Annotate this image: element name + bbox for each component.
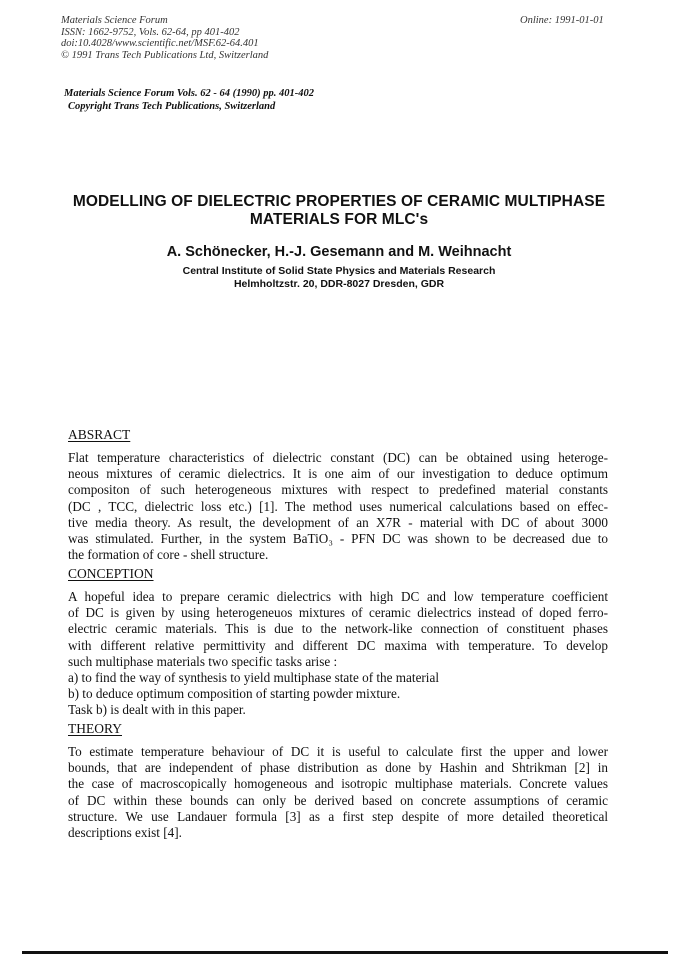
conception-heading: CONCEPTION bbox=[68, 566, 154, 581]
copyright-line: © 1991 Trans Tech Publications Ltd, Switzerland bbox=[61, 49, 269, 61]
title-line-1: MODELLING OF DIELECTRIC PROPERTIES OF CERAMIC MULTIPHASE bbox=[72, 193, 606, 210]
theory-body bbox=[68, 744, 608, 841]
text-line: b) to deduce optimum composition of starting powder mixture. bbox=[68, 686, 401, 702]
authors: A. Schönecker, H.-J. Gesemann and M. Weihnacht bbox=[166, 244, 512, 260]
text-line: descriptions exist [4]. bbox=[68, 825, 182, 841]
text-line: with different relative permittivity and different DC maxima with temperature. To develop bbox=[68, 637, 608, 653]
text-line: of DC within these bounds can only be derived based on concrete assumptions of ceramic bbox=[68, 792, 608, 808]
doi-line: doi:10.4028/www.scientific.net/MSF.62-64.401 bbox=[61, 38, 259, 49]
text-line: was stimulated. Further, in the system BaTiO₃ - PFN DC was shown to be decreased due to bbox=[68, 531, 608, 547]
abstract-body bbox=[68, 450, 608, 563]
theory-heading: THEORY bbox=[68, 721, 122, 736]
citation-volume: Materials Science Forum Vols. 62 - 64 (1990) pp. 401-402 bbox=[64, 88, 314, 99]
page-bottom-rule bbox=[22, 951, 668, 954]
text-line: Flat temperature characteristics of dielectric constant (DC) can be obtained using heteroge- bbox=[68, 450, 608, 465]
affiliation-line-2: Helmholtzstr. 20, DDR-8027 Dresden, GDR bbox=[233, 278, 445, 290]
citation-block bbox=[64, 88, 314, 113]
text-line: Task b) is dealt with in this paper. bbox=[68, 702, 246, 718]
journal-name: Materials Science Forum bbox=[61, 15, 168, 26]
text-line: electric ceramic materials. This is due to the network-like connection of constituent phases bbox=[68, 621, 608, 637]
abstract-heading: ABSRACT bbox=[68, 427, 131, 442]
paper-title bbox=[40, 193, 638, 229]
text-line: structure. We use Landauer formula [3] as a first step despite of more detailed theoretical bbox=[68, 808, 608, 824]
citation-copyright: Copyright Trans Tech Publications, Switzerland bbox=[68, 100, 276, 112]
text-line: (DC , TCC, dielectric loss etc.) [1]. The method uses numerical calculations based on effec- bbox=[68, 498, 608, 514]
issn-line: ISSN: 1662-9752, Vols. 62-64, pp 401-402 bbox=[61, 26, 240, 38]
affiliation-line-1: Central Institute of Solid State Physics and Materials Research bbox=[182, 265, 496, 277]
text-line: To estimate temperature behaviour of DC it is useful to calculate first the upper and lower bbox=[68, 744, 608, 759]
conception-body bbox=[68, 589, 608, 719]
text-line: compositon of such heterogeneous mixtures with respect to predefined material constants bbox=[68, 482, 608, 498]
text-line: of DC is given by using heterogeneuos mixtures of ceramic dielectrics instead of doped ferro- bbox=[68, 605, 608, 621]
text-line: a) to find the way of synthesis to yield multiphase state of the material bbox=[68, 670, 439, 686]
online-date: Online: 1991-01-01 bbox=[520, 15, 604, 26]
text-line: bounds, that are independent of phase distribution as done by Hashin and Shtrikman [2] in bbox=[68, 760, 608, 776]
journal-header bbox=[61, 15, 268, 61]
text-line: the case of macroscopically homogeneous and isotropic multiphase materials. Concrete values bbox=[68, 776, 608, 792]
text-line: neous mixtures of ceramic dielectrics. It is one aim of our investigation to deduce optimum bbox=[68, 466, 608, 482]
text-line: tive media theory. As result, the development of an X7R - material with DC of about 3000 bbox=[68, 514, 608, 530]
affiliation bbox=[60, 265, 618, 291]
title-line-2: MATERIALS FOR MLC's bbox=[249, 211, 429, 228]
text-line: such multiphase materials two specific tasks arise : bbox=[68, 653, 338, 669]
text-line: the formation of core - shell structure. bbox=[68, 547, 269, 563]
text-line: A hopeful idea to prepare ceramic dielectrics with high DC and low temperature coefficient bbox=[68, 589, 608, 604]
